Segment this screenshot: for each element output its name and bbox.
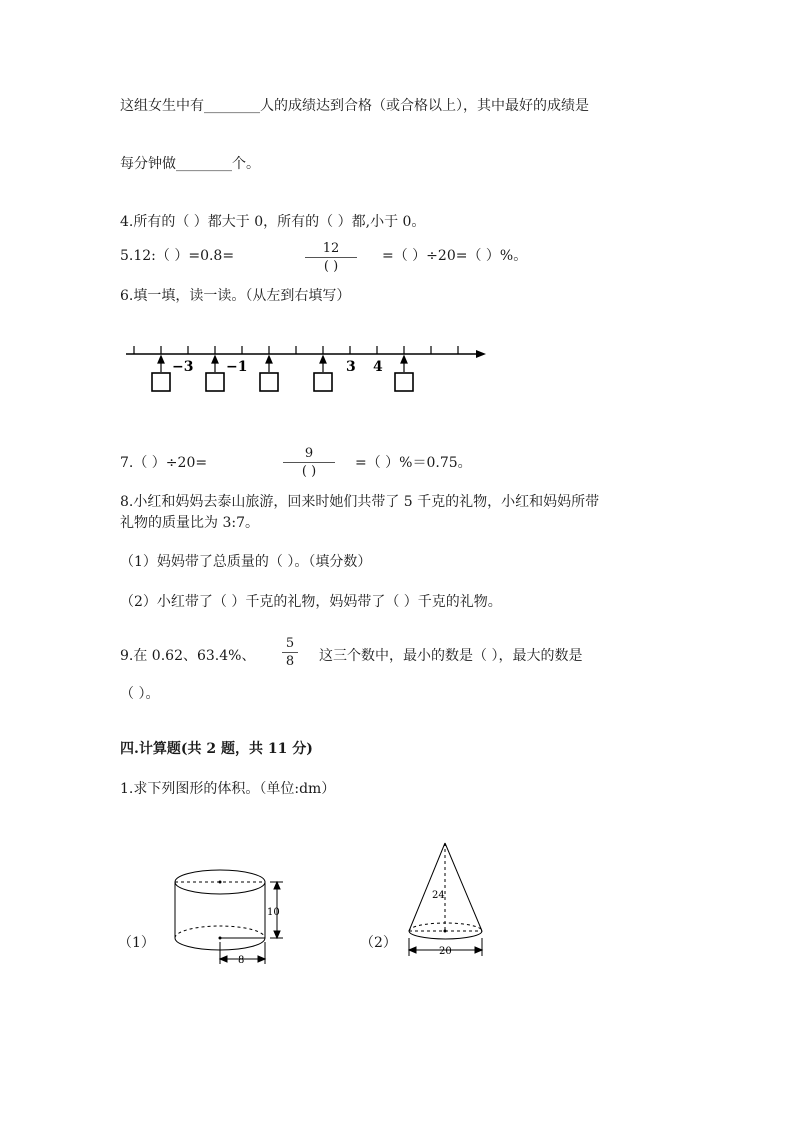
question-6: 6.填一填，读一读。（从左到右填写）	[120, 288, 351, 304]
number-line-label: 4	[373, 359, 383, 375]
number-line-label: −1	[226, 359, 248, 375]
question-5-part1: 5.12:（ ）=0.8=	[120, 248, 235, 264]
question-9-line2: （ ）。	[120, 686, 160, 702]
figure-label-2: （2）	[360, 935, 397, 951]
cylinder-figure	[165, 860, 295, 970]
question-5-part2: =（ ）÷20=（ ）%。	[382, 248, 528, 264]
section-title: 四.计算题(共 2 题，共 11 分)	[120, 741, 313, 757]
question-line: 每分钟做________个。	[120, 156, 260, 172]
cone-height-label: 24	[432, 890, 445, 901]
fraction-denominator: 8	[285, 654, 295, 669]
fraction-numerator: 12	[322, 241, 340, 256]
cone-figure	[400, 838, 495, 963]
cone-diameter-label: 20	[439, 946, 452, 957]
fraction-denominator: ( )	[323, 259, 339, 274]
number-line-label: −3	[172, 359, 194, 375]
question-7-part1: 7.（ ）÷20=	[120, 455, 208, 471]
question-8-line2: 礼物的质量比为 3:7。	[120, 515, 259, 531]
fraction-bar	[305, 257, 357, 258]
cylinder-radius-label: 8	[238, 955, 245, 966]
question-9-part2: 这三个数中，最小的数是（ ），最大的数是	[319, 648, 583, 664]
fraction-denominator: ( )	[301, 464, 317, 479]
question-7-part2: =（ ）%＝0.75。	[355, 455, 472, 471]
question-8-line1: 8.小红和妈妈去泰山旅游，回来时她们共带了 5 千克的礼物，小红和妈妈所带	[120, 494, 600, 510]
question-9-part1: 9.在 0.62、63.4%、	[120, 648, 256, 664]
fraction	[305, 241, 357, 274]
question-line: 这组女生中有________人的成绩达到合格（或合格以上），其中最好的成绩是	[120, 98, 589, 114]
fraction	[282, 636, 298, 669]
fraction-numerator: 5	[285, 636, 295, 651]
question-8-sub1: （1）妈妈带了总质量的（ ）。（填分数）	[120, 554, 372, 570]
figure-label-1: （1）	[118, 935, 155, 951]
number-line	[120, 335, 500, 400]
number-line-label: 3	[346, 359, 356, 375]
fraction-numerator: 9	[304, 446, 314, 461]
section-question-1: 1.求下列图形的体积。（单位:dm）	[120, 781, 336, 797]
fraction-bar	[283, 462, 335, 463]
question-4: 4.所有的（ ）都大于 0，所有的（ ）都,小于 0。	[120, 214, 426, 230]
question-8-sub2: （2）小红带了（ ）千克的礼物，妈妈带了（ ）千克的礼物。	[120, 594, 502, 610]
fraction	[283, 446, 335, 479]
cylinder-height-label: 10	[267, 907, 280, 918]
fraction-bar	[282, 652, 298, 653]
